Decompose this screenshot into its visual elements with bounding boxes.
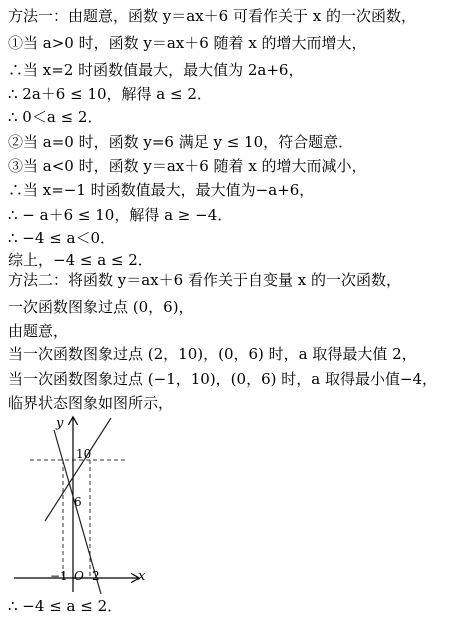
origin-label: O bbox=[74, 569, 84, 583]
text-line-11: 综上，−4 ≤ a ≤ 2． bbox=[8, 251, 153, 269]
text-line-7: ③当 a<0 时，函数 y＝ax＋6 随着 x 的增大而减小， bbox=[8, 157, 367, 175]
text-line-4: ∴ 2a＋6 ≤ 10，解得 a ≤ 2． bbox=[8, 85, 212, 103]
text-line-9: ∴ − a＋6 ≤ 10，解得 a ≥ −4． bbox=[8, 206, 233, 224]
text-line-15: 当一次函数图象过点 (2，10)，(0，6) 时，a 取得最大值 2， bbox=[8, 345, 417, 363]
text-line-2: ①当 a>0 时，函数 y＝ax＋6 随着 x 的增大而增大， bbox=[8, 34, 367, 52]
text-line-6: ②当 a=0 时，函数 y=6 满足 y ≤ 10，符合题意． bbox=[8, 133, 354, 151]
tick-label-x2: 2 bbox=[92, 569, 100, 583]
text-line-12: 方法二：将函数 y＝ax＋6 看作关于自变量 x 的一次函数， bbox=[8, 271, 401, 289]
critical-state-graph bbox=[10, 412, 160, 594]
text-line-14: 由题意， bbox=[8, 322, 69, 340]
tick-label-x-neg1: −1 bbox=[50, 569, 68, 583]
tick-label-y6: 6 bbox=[74, 495, 82, 509]
text-line-1: 方法一：由题意，函数 y＝ax＋6 可看作关于 x 的一次函数， bbox=[8, 7, 416, 25]
text-line-17: 临界状态图象如图所示， bbox=[8, 394, 174, 412]
conclusion-line: ∴ −4 ≤ a ≤ 2． bbox=[8, 597, 123, 615]
text-line-13: 一次函数图象过点 (0，6)， bbox=[8, 298, 194, 316]
text-line-5: ∴ 0＜a ≤ 2． bbox=[8, 108, 103, 126]
text-line-16: 当一次函数图象过点 (−1，10)，(0，6) 时，a 取得最小值−4， bbox=[8, 370, 438, 388]
text-line-8: ∴当 x=−1 时函数值最大，最大值为−a+6， bbox=[8, 181, 315, 199]
tick-label-y10: 10 bbox=[76, 447, 92, 461]
text-line-10: ∴ −4 ≤ a＜0． bbox=[8, 229, 116, 247]
y-axis-label: y bbox=[56, 416, 64, 431]
x-axis-label: x bbox=[138, 569, 146, 584]
text-line-3: ∴当 x=2 时函数值最大，最大值为 2a+6， bbox=[8, 61, 304, 79]
